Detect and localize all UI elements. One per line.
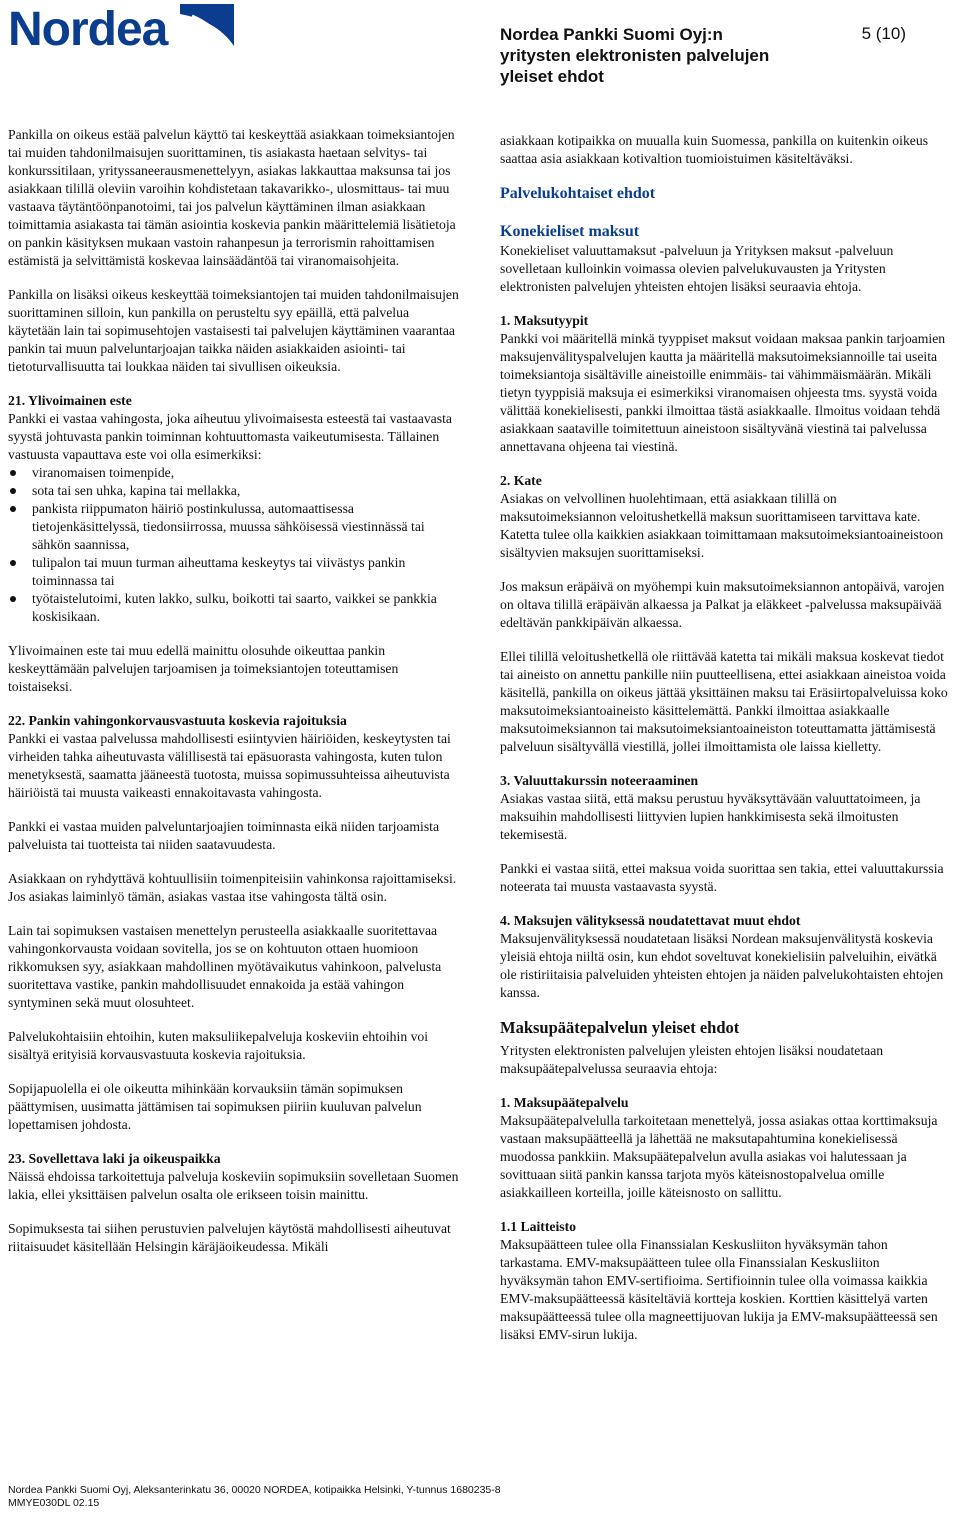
terminal-service-subheading: 1. Maksupäätepalvelu bbox=[500, 1095, 629, 1110]
paragraph: Asiakkaan on ryhdyttävä kohtuullisiin toimenpiteisiin vahinkonsa rajoittamiseksi. Jos asiakas laiminlyö tämän, asiakas vastaa itse vahingosta tältä osin. bbox=[8, 871, 457, 904]
paragraph: Lain tai sopimuksen vastaisen menettelyn perusteella asiakkaalle suoritettavaa vahingonkorvausta voidaan sovitella, jos se on kohtuuton ottaen huomioon rikkomuksen syy, asiakkaan mahdollinen myötävaikutus vahinkoon, palvelusta suoritettava vastike, pankin mahdollisuudet ennakoida ja estää vahingon syntyminen sekä muut olosuhteet. bbox=[8, 923, 442, 1010]
list-item: pankista riippumaton häiriö postinkulussa, automaattisessa tietojenkäsittelyssä, tiedonsiirrossa, muussa sähköisessä viestinnässä tai sähkön saannissa, bbox=[8, 500, 459, 554]
paragraph: Pankki ei vastaa palvelussa mahdollisesti esiintyvien häiriöiden, keskeytysten tai virheiden tahka aiheutuvasta välillisestä tai epäsuorasta vahingosta, kuten tulon menetyksestä, saamatta jääneestä tuotosta, muissa sopimussuhteissa aiheutuvista häiriöistä tai muusta vaikeasti ennakoitavasta vahingosta. bbox=[8, 731, 451, 800]
force-majeure-list bbox=[8, 464, 459, 626]
paragraph: Yritysten elektronisten palvelujen yleisten ehtojen lisäksi noudatetaan maksupäätepalvelussa seuraavia ehtoja: bbox=[500, 1043, 884, 1076]
page-number: 5 (10) bbox=[861, 24, 906, 43]
logo-wordmark: Nordea bbox=[8, 3, 168, 56]
paragraph: Pankilla on oikeus estää palvelun käyttö tai keskeyttää asiakkaan toimeksiantojen tai muiden tahdonilmaisujen suorittaminen, tis asiakasta haetaan selvitys- tai konkurssitilaan, yrityssaneerausmenettelyyn, asiakas lakkauttaa maksunsa tai jos asiakkaan tilillä oleviin varoihin kohdistetaan takavarikko-, ulosmittaus- tai muu vastaava täytäntöönpanotoimi, tai jos palvelun käyttäminen ilman asiakkaan toimittamia asiakasta tai tämän asiointia koskevia pankin määrittelemiä lisätietoja on pankin käsityksen mukaan vastoin rahanpesun ja terrorismin rahoittamisen estämistä ja selvittämistä koskevaa lainsäädäntöä tai viranomaisohjeita. bbox=[8, 127, 456, 268]
paragraph: Pankilla on lisäksi oikeus keskeyttää toimeksiantojen tai muiden tahdonilmaisujen suorittaminen silloin, kun pankilla on perusteltu syy epäillä, että palvelua käytetään lain tai sopimusehtojen vastaisesti tai palvelujen käyttäminen vaarantaa pankin tai muun palveluntarjoajan taikka näiden asiakkaiden asiointi- tai tietoturvallisuutta tai loukkaa näiden tai sivullisen oikeuksia. bbox=[8, 287, 459, 374]
terminal-service-heading: Maksupäätepalvelun yleiset ehdot bbox=[500, 1018, 740, 1037]
paragraph: Konekieliset valuuttamaksut -palveluun ja Yrityksen maksut -palveluun sovelletaan kulloinkin voimassa olevien palvelukuvausten ja Yritysten elektronisten palvelujen yhteisten ehtojen lisäksi seuraavia ehtoja. bbox=[500, 243, 894, 294]
sail-logo-icon bbox=[176, 0, 238, 50]
paragraph: Sopimuksesta tai siihen perustuvien palvelujen käytöstä mahdollisesti aiheutuvat riitaisuudet käsitellään Helsingin käräjäoikeudessa. Mikäli bbox=[8, 1221, 451, 1254]
section-23-heading: 23. Sovellettava laki ja oikeuspaikka bbox=[8, 1151, 221, 1166]
service-terms-heading: Palvelukohtaiset ehdot bbox=[500, 185, 656, 202]
paragraph: Asiakas vastaa siitä, että maksu perustuu hyväksyttävään valuuttatoimeen, ja maksuihin mahdollisesti liittyvien lupien hankkimisesta sekä ilmoitusten tekemisestä. bbox=[500, 791, 921, 842]
payment-types-heading: 1. Maksutyypit bbox=[500, 313, 589, 328]
paragraph: Pankki voi määritellä minkä tyyppiset maksut voidaan maksaa pankin tarjoamien maksujenvälityspalvelujen kautta ja määritellä maksutoimeksiannoille tai useita toimeksiantoja sisältäville aineistoille enimmäis- tai vähimmäismäärän. Mikäli tietyn tyyppisiä maksuja ei esimerkiksi viranomaisen ohjeesta tms. syystä voida välittää konekielisesti, pankki ilmoittaa tästä asiakkaalle. Ilmoitus voidaan tehdä asiakkaan saataville toimitettuun aineistoon sisältyvänä viestinä tai palvelussa annettavana ohjeena tai viestinä. bbox=[500, 331, 946, 454]
paragraph: Asiakas on velvollinen huolehtimaan, että asiakkaan tilillä on maksutoimeksiannon veloitushetkellä maksun suorittamiseen tarvittava kate. Katetta tulee olla kaikkien asiakkaan toimittamaan maksutoimeksiantoaineistoon sisältyvien maksujen suorittamiseksi. bbox=[500, 491, 944, 560]
footer-code-line: MMYE030DL 02.15 bbox=[8, 1497, 100, 1509]
title-line-3: yleiset ehdot bbox=[500, 67, 604, 86]
paragraph: Maksujenvälityksessä noudatetaan lisäksi Nordean maksujenvälitystä koskevia yleisiä ehtoja niiltä osin, kun ehdot soveltuvat konekielisiin palveluihin, eivätkä ole ristiriitaisia palveluiden yhteisten ehtojen ja näiden palvelukohtaisten ehtojen kanssa. bbox=[500, 931, 944, 1000]
list-item: viranomaisen toimenpide, bbox=[8, 464, 459, 482]
document-title bbox=[500, 24, 830, 87]
machine-payments-heading: Konekieliset maksut bbox=[500, 223, 640, 240]
other-terms-heading: 4. Maksujen välityksessä noudatettavat muut ehdot bbox=[500, 913, 801, 928]
paragraph: Palvelukohtaisiin ehtoihin, kuten maksuliikepalveluja koskeviin ehtoihin voi sisältyä erityisiä korvausvastuuta koskevia rajoituksia. bbox=[8, 1029, 429, 1062]
list-item: tulipalon tai muun turman aiheuttama keskeytys tai viivästys pankin toiminnassa tai bbox=[8, 554, 459, 590]
right-column bbox=[500, 132, 951, 1360]
nordea-logo bbox=[8, 0, 233, 60]
paragraph: Pankki ei vastaa vahingosta, joka aiheutuu ylivoimaisesta esteestä tai vastaavasta syystä johtuvasta pankin toiminnan kohtuuttomasta vaikeutumisesta. Tällainen vastuusta vapauttava este voi olla esimerkiksi: bbox=[8, 411, 452, 462]
paragraph: Pankki ei vastaa siitä, ettei maksua voida suorittaa sen takia, ettei valuuttakurssia noteerata tai muusta vastaavasta syystä. bbox=[500, 861, 944, 894]
paragraph: Ellei tilillä veloitushetkellä ole riittävää katetta tai mikäli maksua koskevat tiedot tai aineisto on annettu pankille niin puutteellisena, ettei asiakkaan aineistoa voida käsitellä, pankilla on oikeus jättää yksittäinen maksu tai Eräsiirtopalveluissa koko maksutoimeksiantoaineisto käsittelemättä. Pankki ilmoittaa asiakkaalle maksutoimeksiannon tai maksutoimeksiantoaineiston toteuttamatta jättämisestä palveluun sisältyvällä viestillä, jollei ilmoittamista ole laissa kielletty. bbox=[500, 649, 948, 754]
paragraph: Sopijapuolella ei ole oikeutta mihinkään korvauksiin tämän sopimuksen päättymisen, uusimatta jättämisen tai sopimuksen piiriin kuuluvan palvelun lopettamisen johdosta. bbox=[8, 1081, 422, 1132]
paragraph: Pankki ei vastaa muiden palveluntarjoajien toiminnasta eikä niiden tarjoamista palveluista tai tuotteista tai niiden saatavuudesta. bbox=[8, 819, 440, 852]
title-line-1: Nordea Pankki Suomi Oyj:n bbox=[500, 25, 723, 44]
paragraph: Maksupäätepalvelulla tarkoitetaan menettelyä, jossa asiakas ottaa korttimaksuja vastaan maksupäätteellä ja lähettää ne maksutapahtumina konekielisessä muodossa pankkiin. Maksupäätepalvelun avulla asiakas voi halutessaan ja sovittuaan siitä pankin kanssa tarjota myös käteisnostopalvelua omille asiakkailleen korteilla, joille käteisnosto on sallittu. bbox=[500, 1113, 938, 1200]
footer-company-line: Nordea Pankki Suomi Oyj, Aleksanterinkatu 36, 00020 NORDEA, kotipaikka Helsinki, Y-tunnus 1680235-8 bbox=[8, 1484, 501, 1496]
cover-heading: 2. Kate bbox=[500, 473, 542, 488]
section-22-heading: 22. Pankin vahingonkorvausvastuuta koskevia rajoituksia bbox=[8, 713, 347, 728]
left-column bbox=[8, 126, 459, 1272]
paragraph: Jos maksun eräpäivä on myöhempi kuin maksutoimeksiannon antopäivä, varojen on oltava tilillä eräpäivän alkaessa ja Palkat ja eläkkeet -palvelussa maksupäivää edeltävän pankkipäivän alkaessa. bbox=[500, 579, 945, 630]
page-footer bbox=[8, 1484, 501, 1510]
paragraph: Maksupäätteen tulee olla Finanssialan Keskusliiton hyväksymän tahon tarkastama. EMV-maksupäätteen tulee olla Finanssialan Keskusliiton hyväksymän tahon EMV-sertifioima. Sertifioinnin tulee olla voimassa kaikkia EMV-maksupäätteessä käsiteltäviä kortteja koskien. Korttien käsittelyä varten maksupäätteessä tulee olla magneettijuovan lukija ja EMV-maksupäätteessä sen lisäksi EMV-sirun lukija. bbox=[500, 1237, 938, 1342]
paragraph: Näissä ehdoissa tarkoitettuja palveluja koskeviin sopimuksiin sovelletaan Suomen lakia, ellei yksittäisen palvelun osalta ole erikseen toisin mainittu. bbox=[8, 1169, 459, 1202]
exchange-rate-heading: 3. Valuuttakurssin noteeraaminen bbox=[500, 773, 699, 788]
paragraph: Ylivoimainen este tai muu edellä mainittu olosuhde oikeuttaa pankin keskeyttämään palvelujen tarjoamisen ja toimeksiantojen toteuttamisen toistaiseksi. bbox=[8, 643, 399, 694]
paragraph: asiakkaan kotipaikka on muualla kuin Suomessa, pankilla on kuitenkin oikeus saattaa asia asiakkaan kotivaltion tuomioistuimen käsiteltäväksi. bbox=[500, 133, 929, 166]
list-item: sota tai sen uhka, kapina tai mellakka, bbox=[8, 482, 459, 500]
list-item: työtaistelutoimi, kuten lakko, sulku, boikotti tai saarto, vaikkei se pankkia koskisikaan. bbox=[8, 590, 459, 626]
title-line-2: yritysten elektronisten palvelujen bbox=[500, 46, 770, 65]
equipment-heading: 1.1 Laitteisto bbox=[500, 1219, 577, 1234]
section-21-heading: 21. Ylivoimainen este bbox=[8, 393, 132, 408]
